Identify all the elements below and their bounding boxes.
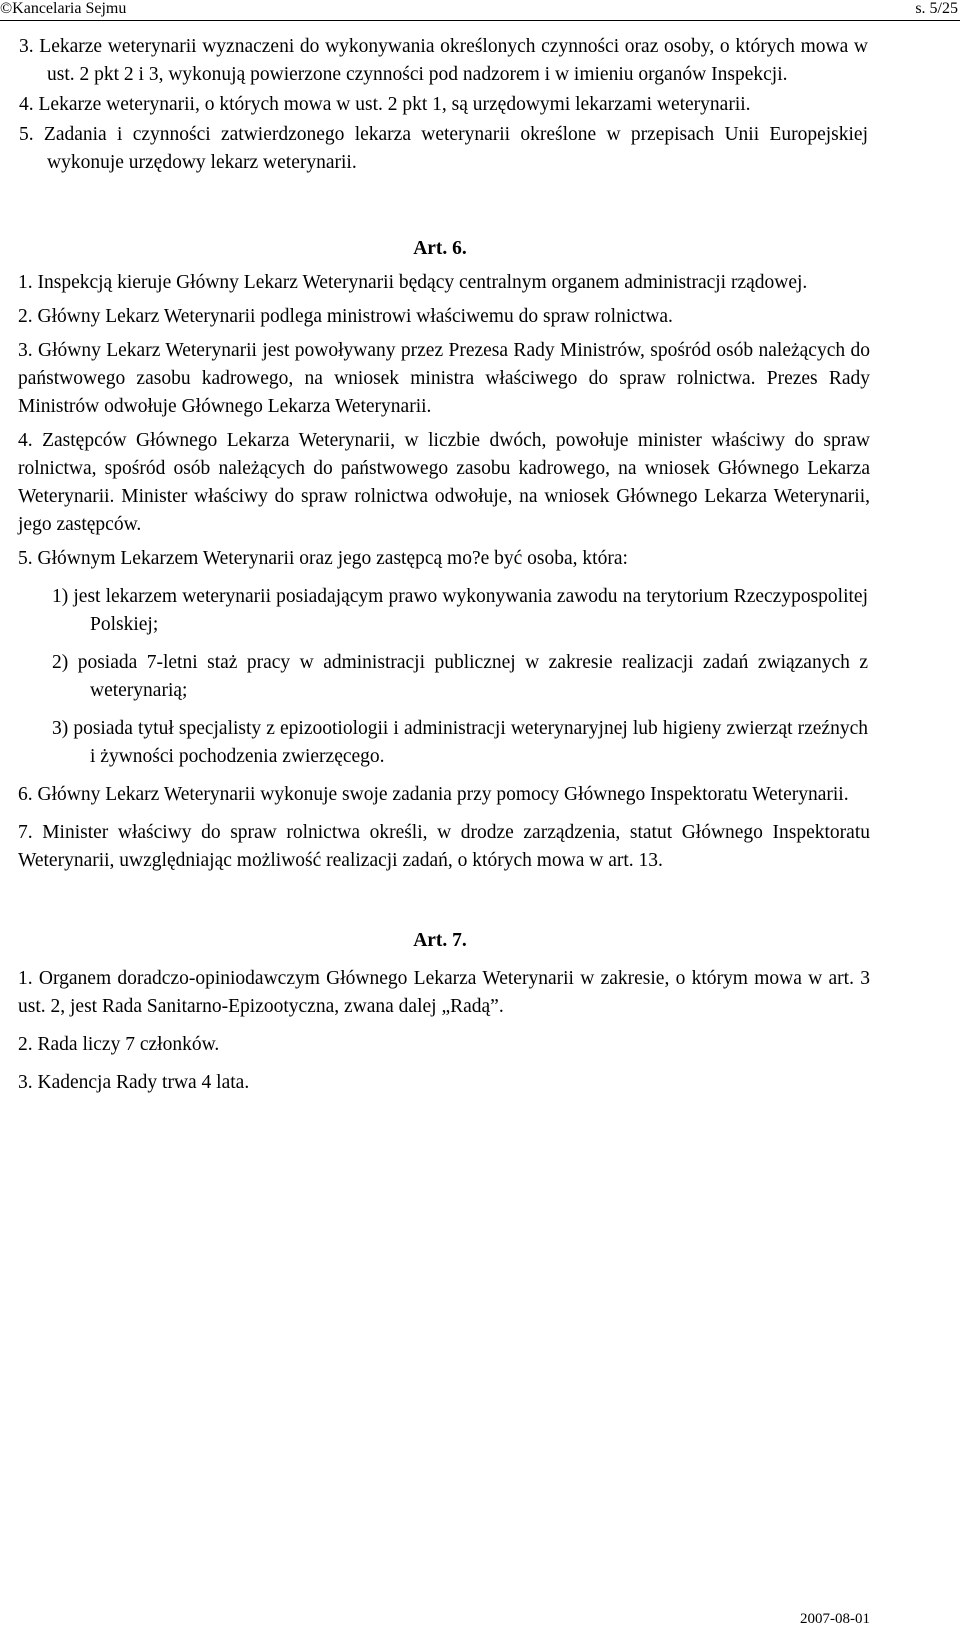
art6-paragraph-5: 5. Głównym Lekarzem Weterynarii oraz jego zastępcą mo?e być osoba, która: — [18, 548, 628, 569]
art6-paragraph-6: 6. Główny Lekarz Weterynarii wykonuje swoje zadania przy pomocy Głównego Inspektoratu Weterynarii. — [18, 784, 849, 805]
article-7-title: Art. 7. — [413, 930, 467, 951]
footer-date: 2007-08-01 — [800, 1611, 870, 1627]
paragraph-5: 5. Zadania i czynności zatwierdzonego lekarza weterynarii określone w przepisach Unii Europejskiej wykonuje urzędowy lekarz weterynarii. — [19, 124, 868, 173]
art6-point-2: 2) posiada 7-letni staż pracy w administracji publicznej w zakresie realizacji zadań związanych z weterynarią; — [52, 652, 868, 701]
art7-paragraph-1: 1. Organem doradczo-opiniodawczym Głównego Lekarza Weterynarii w zakresie, o którym mowa w art. 3 ust. 2, jest Rada Sanitarno-Epizootyczna, zwana dalej „Radą”. — [18, 968, 870, 1017]
art6-paragraph-2: 2. Główny Lekarz Weterynarii podlega ministrowi właściwemu do spraw rolnictwa. — [18, 306, 673, 327]
art6-paragraph-3: 3. Główny Lekarz Weterynarii jest powoływany przez Prezesa Rady Ministrów, spośród osób należących do państwowego zasobu kadrowego, na wniosek ministra właściwego do spraw rolnictwa. Prezes Rady Ministrów odwołuje Głównego Lekarza Weterynarii. — [18, 340, 870, 417]
art7-paragraph-3: 3. Kadencja Rady trwa 4 lata. — [18, 1072, 250, 1093]
art6-paragraph-1: 1. Inspekcją kieruje Główny Lekarz Weterynarii będący centralnym organem administracji rządowej. — [18, 272, 808, 293]
document-body — [0, 33, 960, 1097]
art6-point-1: 1) jest lekarzem weterynarii posiadającym prawo wykonywania zawodu na terytorium Rzeczypospolitej Polskiej; — [52, 586, 868, 635]
art6-paragraph-7: 7. Minister właściwy do spraw rolnictwa określi, w drodze zarządzenia, statut Głównego Inspektoratu Weterynarii, uwzględniając możliwość realizacji zadań, o których mowa w art. 13. — [18, 822, 870, 871]
art7-paragraph-2: 2. Rada liczy 7 członków. — [18, 1034, 220, 1055]
header-page-number: s. 5/25 — [915, 0, 958, 17]
paragraph-3: 3. Lekarze weterynarii wyznaczeni do wykonywania określonych czynności oraz osoby, o których mowa w ust. 2 pkt 2 i 3, wykonują powierzone czynności pod nadzorem i w imieniu organów Inspekcji. — [19, 36, 868, 85]
art6-point-3: 3) posiada tytuł specjalisty z epizootiologii i administracji weterynaryjnej lub higieny zwierząt rzeźnych i żywności pochodzenia zwierzęcego. — [52, 718, 868, 767]
article-6-title: Art. 6. — [413, 238, 467, 259]
page-header — [0, 0, 960, 21]
art6-paragraph-4: 4. Zastępców Głównego Lekarza Weterynarii, w liczbie dwóch, powołuje minister właściwy do spraw rolnictwa, spośród osób należących do państwowego zasobu kadrowego, na wniosek Głównego Lekarza Weterynarii. Minister właściwy do spraw rolnictwa odwołuje, na wniosek Głównego Lekarza Weterynarii, jego zastępców. — [18, 430, 870, 535]
paragraph-4: 4. Lekarze weterynarii, o których mowa w ust. 2 pkt 1, są urzędowymi lekarzami weterynarii. — [19, 94, 751, 115]
header-copyright: ©Kancelaria Sejmu — [0, 0, 127, 17]
